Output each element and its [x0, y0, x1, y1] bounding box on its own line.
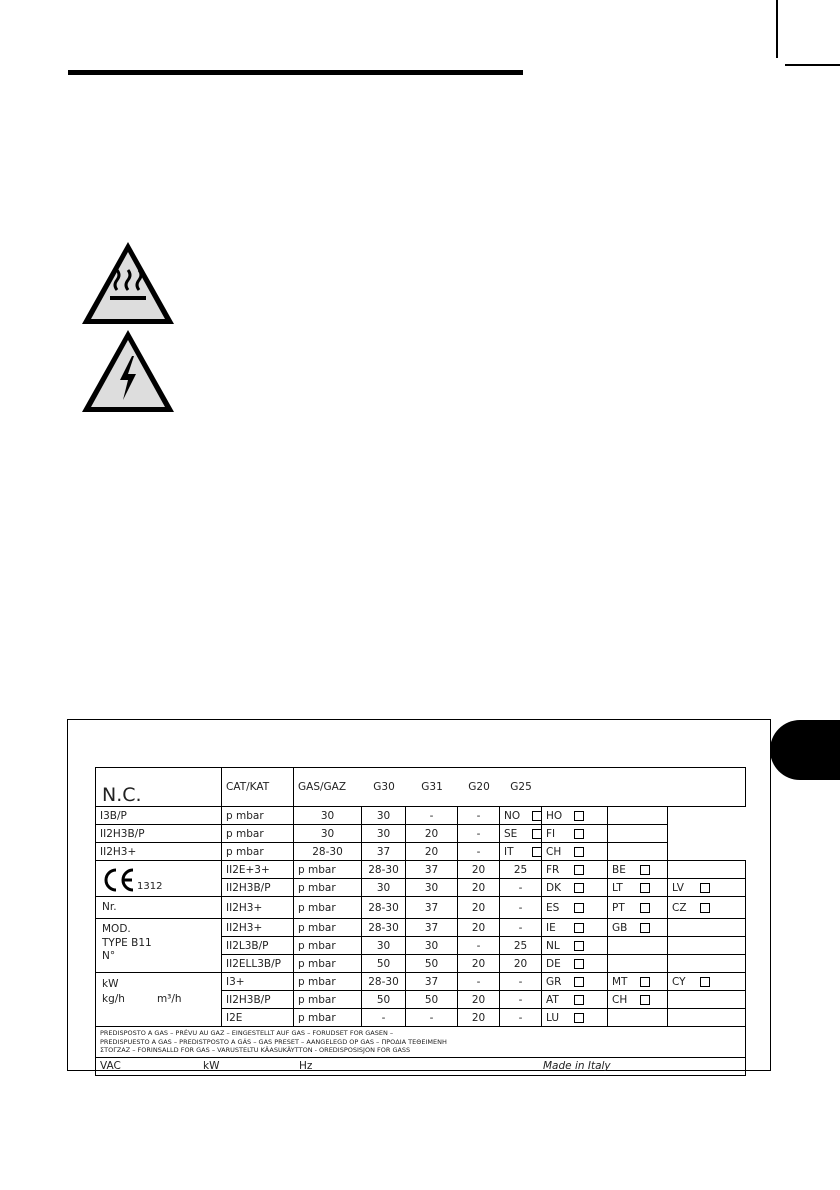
country-cell: [542, 991, 608, 1009]
g30-cell: -: [362, 1009, 406, 1027]
country-cell: [668, 897, 746, 919]
ce-code: 1312: [137, 881, 163, 892]
cat-cell: I3+: [222, 973, 294, 991]
kw-label: kW: [102, 978, 119, 990]
cat-cell: II2ELL3B/P: [222, 955, 294, 973]
hot-surface-warning-icon: [80, 240, 176, 326]
country-cell: [542, 825, 608, 843]
cat-cell: I2E: [222, 1009, 294, 1027]
country-cell: [542, 955, 608, 973]
cat-cell: II2H3+: [96, 843, 222, 861]
country-checkbox[interactable]: [700, 883, 710, 893]
g20-cell: 20: [458, 955, 500, 973]
country-cell: [608, 1009, 668, 1027]
country-cell: [608, 825, 668, 843]
g30-cell: 28-30: [362, 973, 406, 991]
unit-cell: p mbar: [294, 973, 362, 991]
g20-cell: 20: [458, 919, 500, 937]
g31-cell: 50: [406, 991, 458, 1009]
g20-cell: -: [406, 807, 458, 825]
footer-cell: [96, 1057, 746, 1075]
table-row: [96, 843, 746, 861]
ce-mark: [102, 867, 221, 893]
country-cell: [668, 991, 746, 1009]
kw-footer-label: kW: [203, 1059, 220, 1072]
g30-cell: 50: [362, 955, 406, 973]
country-code: IE: [546, 921, 556, 934]
country-checkbox[interactable]: [640, 883, 650, 893]
g31-cell: 30: [362, 825, 406, 843]
country-code: CH: [546, 845, 562, 858]
country-cell: [668, 861, 746, 879]
country-code: MT: [612, 975, 628, 988]
preset-cell: [96, 1027, 746, 1058]
preset-line: PREDISPUESTO A GAS – PREDISTPOSTO A GÁS – GAS PRESET – AANGELEGD OP GAS – ΠΡΟΔΙΑ ΤΕΘΕΙΜΕΝΗ: [100, 1037, 447, 1046]
country-checkbox[interactable]: [532, 829, 542, 839]
country-checkbox[interactable]: [640, 995, 650, 1005]
country-checkbox[interactable]: [700, 903, 710, 913]
table-row: [96, 861, 746, 879]
country-code: NO: [504, 809, 521, 822]
g25-cell: -: [500, 919, 542, 937]
section-tab: [770, 720, 840, 780]
g30-cell: 30: [294, 807, 362, 825]
g25-cell: -: [500, 991, 542, 1009]
type-label: TYPE B11: [102, 936, 152, 949]
crop-mark-horizontal: [785, 64, 840, 66]
table-row: [96, 897, 746, 919]
g30-cell: 28-30: [362, 897, 406, 919]
country-checkbox[interactable]: [640, 865, 650, 875]
country-code: FI: [546, 827, 556, 840]
nr-cell: [96, 897, 222, 919]
country-cell: [668, 973, 746, 991]
country-checkbox[interactable]: [640, 923, 650, 933]
cat-cell: II2H3+: [222, 897, 294, 919]
country-checkbox[interactable]: [574, 883, 584, 893]
country-code: GB: [612, 921, 628, 934]
g31-cell: 30: [406, 937, 458, 955]
g30-cell: 28-30: [362, 919, 406, 937]
unit-cell: p mbar: [294, 897, 362, 919]
g20-cell: -: [458, 937, 500, 955]
preset-row: [96, 1027, 746, 1058]
g25-cell: -: [500, 973, 542, 991]
m3h-label: m³/h: [156, 993, 182, 1005]
g30-cell: 28-30: [362, 861, 406, 879]
g20-cell: 20: [458, 1009, 500, 1027]
g30-cell: 30: [362, 937, 406, 955]
g30-cell: 28-30: [294, 843, 362, 861]
g20-cell: 20: [406, 843, 458, 861]
cat-cell: II2H3B/P: [96, 825, 222, 843]
g25-cell: -: [458, 825, 500, 843]
country-code: DE: [546, 957, 561, 970]
g31-header: G31: [421, 781, 443, 793]
country-code: LT: [612, 881, 623, 894]
country-cell: [668, 955, 746, 973]
unit-cell: p mbar: [294, 937, 362, 955]
mod-cell: [96, 919, 222, 973]
cat-header: CAT/KAT: [222, 768, 294, 807]
cat-cell: II2H3B/P: [222, 879, 294, 897]
gas-header: [294, 768, 746, 807]
country-code: HO: [546, 809, 563, 822]
country-checkbox[interactable]: [574, 1013, 584, 1023]
cat-cell: II2L3B/P: [222, 937, 294, 955]
country-cell: [500, 825, 542, 843]
country-checkbox[interactable]: [700, 977, 710, 987]
g25-cell: -: [500, 897, 542, 919]
country-cell: [542, 1009, 608, 1027]
country-checkbox[interactable]: [574, 903, 584, 913]
g31-cell: 30: [406, 879, 458, 897]
footer-row: [96, 1057, 746, 1075]
unit-cell: p mbar: [294, 879, 362, 897]
unit-cell: p mbar: [222, 843, 294, 861]
country-cell: [668, 919, 746, 937]
country-cell: [668, 879, 746, 897]
country-code: LU: [546, 1011, 560, 1024]
g31-cell: 50: [406, 955, 458, 973]
country-cell: [500, 807, 542, 825]
g20-cell: 20: [406, 825, 458, 843]
country-cell: [542, 937, 608, 955]
table-row: [96, 973, 746, 991]
gas-header-label: GAS/GAZ: [298, 781, 347, 793]
electric-shock-warning-icon: [80, 328, 176, 414]
g25-header: G25: [510, 781, 532, 793]
country-cell: [542, 843, 608, 861]
crop-mark-vertical: [776, 0, 778, 58]
g25-cell: 20: [500, 955, 542, 973]
country-cell: [542, 897, 608, 919]
cat-cell: II2E+3+: [222, 861, 294, 879]
country-cell: [542, 973, 608, 991]
country-cell: [500, 843, 542, 861]
g30-cell: 30: [362, 879, 406, 897]
country-cell: [542, 861, 608, 879]
g31-cell: 30: [362, 807, 406, 825]
country-code: BE: [612, 863, 626, 876]
table-row: [96, 919, 746, 937]
table-row: [96, 807, 746, 825]
country-checkbox[interactable]: [532, 847, 542, 857]
country-checkbox[interactable]: [574, 865, 584, 875]
ce-cell: [96, 861, 222, 897]
g31-cell: 37: [406, 973, 458, 991]
country-checkbox[interactable]: [574, 995, 584, 1005]
kgh-label: kg/h: [102, 993, 125, 1005]
flow-labels: [102, 992, 221, 1007]
table-row: [96, 825, 746, 843]
g20-cell: 20: [458, 897, 500, 919]
g31-cell: 37: [406, 919, 458, 937]
country-code: IT: [504, 845, 514, 858]
country-cell: [608, 991, 668, 1009]
rating-plate-table: [95, 767, 746, 1076]
g25-cell: -: [500, 879, 542, 897]
unit-cell: p mbar: [294, 919, 362, 937]
country-cell: [608, 955, 668, 973]
g30-cell: 30: [294, 825, 362, 843]
country-cell: [608, 919, 668, 937]
mod-label: MOD.: [102, 923, 131, 935]
header-row: [96, 768, 746, 807]
country-checkbox[interactable]: [574, 959, 584, 969]
nc-cell: [96, 768, 222, 807]
g20-cell: -: [458, 973, 500, 991]
country-cell: [608, 897, 668, 919]
country-cell: [542, 919, 608, 937]
g20-cell: 20: [458, 861, 500, 879]
country-checkbox[interactable]: [574, 847, 584, 857]
preset-line: PREDISPOSTO A GAS – PRÉVU AU GAZ – EINGESTELLT AUF GAS – FORUDSET FOR GASEN –: [100, 1029, 394, 1037]
country-checkbox[interactable]: [574, 811, 584, 821]
g20-header: G20: [468, 781, 490, 793]
g30-header: G30: [373, 781, 395, 793]
country-code: CY: [672, 975, 686, 988]
unit-cell: p mbar: [294, 861, 362, 879]
unit-cell: p mbar: [294, 1009, 362, 1027]
country-cell: [542, 807, 608, 825]
g30-cell: 50: [362, 991, 406, 1009]
country-code: DK: [546, 881, 561, 894]
g25-cell: 25: [500, 937, 542, 955]
cat-cell: I3B/P: [96, 807, 222, 825]
country-checkbox[interactable]: [574, 923, 584, 933]
header-rule: [68, 70, 523, 75]
country-checkbox[interactable]: [574, 977, 584, 987]
unit-cell: p mbar: [222, 825, 294, 843]
country-cell: [668, 1009, 746, 1027]
g31-cell: 37: [406, 897, 458, 919]
country-cell: [608, 843, 668, 861]
kw-cell: [96, 973, 222, 1027]
country-code: PT: [612, 901, 625, 914]
hz-label: Hz: [299, 1059, 313, 1072]
country-cell: [668, 937, 746, 955]
country-checkbox[interactable]: [574, 829, 584, 839]
country-cell: [608, 807, 668, 825]
unit-cell: p mbar: [294, 991, 362, 1009]
country-checkbox[interactable]: [640, 977, 650, 987]
country-code: CZ: [672, 901, 687, 914]
ce-mark-icon: [102, 867, 136, 893]
n-label: N°: [102, 950, 116, 962]
g25-cell: -: [458, 807, 500, 825]
country-checkbox[interactable]: [532, 811, 542, 821]
g25-cell: 25: [500, 861, 542, 879]
made-in-label: Made in Italy: [543, 1059, 611, 1072]
vac-label: VAC: [100, 1060, 121, 1073]
country-checkbox[interactable]: [574, 941, 584, 951]
country-code: GR: [546, 975, 562, 988]
g31-cell: 37: [362, 843, 406, 861]
unit-cell: p mbar: [222, 807, 294, 825]
preset-line: ΣΤΟΓΖΑΖ – FORINSALLD FOR GAS – VARUSTELTU KÄASUKÄYTTON - OREDISPOSISJON FOR GASS: [100, 1046, 411, 1055]
g20-cell: 20: [458, 879, 500, 897]
country-code: NL: [546, 939, 560, 952]
country-cell: [608, 879, 668, 897]
country-code: ES: [546, 901, 560, 914]
country-cell: [608, 973, 668, 991]
country-code: AT: [546, 993, 559, 1006]
country-code: FR: [546, 863, 560, 876]
nr-label: Nr.: [102, 901, 117, 913]
g31-cell: 37: [406, 861, 458, 879]
g31-cell: -: [406, 1009, 458, 1027]
unit-cell: p mbar: [294, 955, 362, 973]
country-code: CH: [612, 993, 628, 1006]
g20-cell: 20: [458, 991, 500, 1009]
g25-cell: -: [458, 843, 500, 861]
g25-cell: -: [500, 1009, 542, 1027]
cat-cell: II2H3+: [222, 919, 294, 937]
cat-cell: II2H3B/P: [222, 991, 294, 1009]
country-cell: [542, 879, 608, 897]
country-cell: [608, 937, 668, 955]
country-cell: [608, 861, 668, 879]
country-code: LV: [672, 881, 684, 894]
nc-label: N.C.: [102, 784, 142, 806]
country-code: SE: [504, 827, 518, 840]
country-checkbox[interactable]: [640, 903, 650, 913]
